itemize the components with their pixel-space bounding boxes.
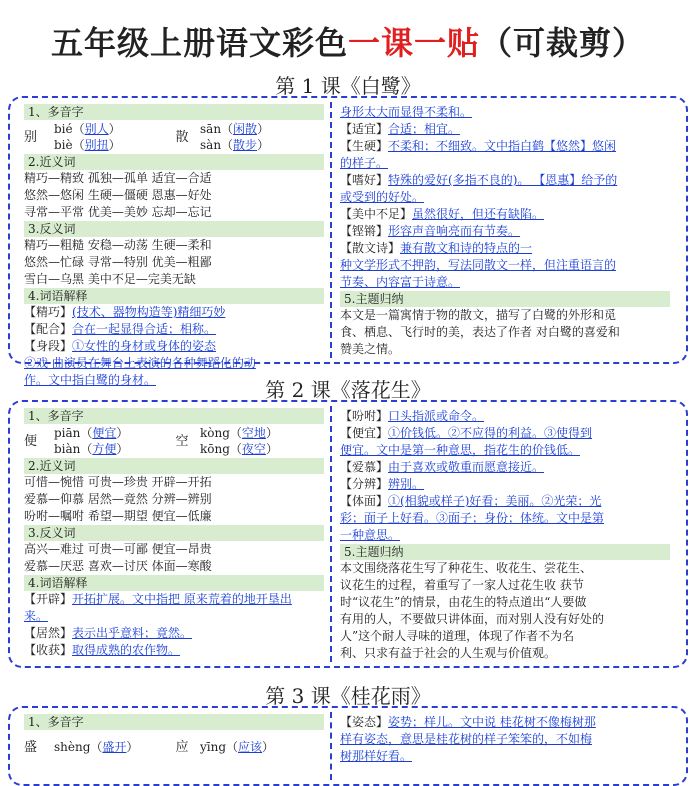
explanation-item — [340, 731, 670, 748]
section-heading: 5.主题归纳 — [340, 544, 670, 560]
term-definition: 身形太大而显得不柔和。 — [340, 105, 473, 119]
explanation-item — [340, 714, 670, 731]
term-key: 【收获】 — [24, 643, 73, 657]
term-definition: ①(相貌或样子)好看；美丽。②光荣；光 — [388, 494, 602, 508]
lesson-3-title: 第 3 课《桂花雨》 — [265, 684, 431, 708]
term-definition: 来。 — [24, 609, 49, 623]
antonym-list — [24, 541, 324, 575]
example-word: 夜空 — [241, 442, 266, 456]
section-heading: 4.词语解释 — [24, 288, 324, 304]
reading-line — [54, 425, 164, 441]
explanation-item — [340, 459, 670, 476]
polyphone-char: 便 — [24, 433, 38, 449]
term-definition: 样有姿态，意思是桂花树的样子笨笨的，不如梅 — [340, 732, 593, 746]
explanation-list — [340, 408, 670, 544]
text-line: 有用的人，不要做只讲体面，而对别人没有好处的 — [340, 612, 605, 626]
pinyin: sàn（ — [200, 138, 234, 152]
term-definition: ①女性的身材或身体的姿态 — [72, 339, 217, 353]
reading-line — [54, 739, 164, 755]
explanation-list — [340, 104, 670, 291]
explanation-item — [24, 321, 324, 338]
lesson-2-title: 第 2 课《落花生》 — [265, 378, 431, 402]
example-word: 盛开 — [102, 740, 127, 754]
pinyin: kòng（ — [200, 426, 242, 440]
reading-line — [54, 441, 164, 457]
theme-text — [340, 307, 670, 358]
pinyin: yīng（ — [200, 740, 239, 754]
synonym-list — [24, 170, 324, 221]
polyphone-readings — [200, 121, 310, 153]
term-definition: 不柔和；不细致。文中指白鹤【悠然】悠闲 — [388, 139, 617, 153]
term-key: 【体面】 — [340, 494, 389, 508]
explanation-item — [340, 476, 670, 493]
pinyin: biàn（ — [54, 442, 93, 456]
term-key: 【适宜】 — [340, 122, 389, 136]
term-definition: 彩；面子上好看。③面子；身份；体统。文中是第 — [340, 511, 605, 525]
card-divider — [330, 712, 332, 780]
lesson-1-title: 第 1 课《白鹭》 — [275, 74, 421, 98]
explanation-item — [340, 425, 670, 442]
polyphone-char: 别 — [24, 129, 38, 145]
explanation-item — [340, 408, 670, 425]
term-key: 【开辟】 — [24, 592, 73, 606]
paren: ） — [265, 442, 278, 456]
text-line: 爱慕—厌恶 喜欢—讨厌 体面—寒酸 — [24, 559, 212, 573]
explanation-item — [24, 608, 324, 625]
pinyin: bié（ — [54, 122, 85, 136]
section-heading: 3.反义词 — [24, 525, 324, 541]
paren: ） — [108, 122, 121, 136]
page-title: 五年级上册语文彩色一课一贴（可裁剪） — [50, 24, 646, 62]
polyphone-char: 空 — [175, 433, 189, 449]
explanation-item — [340, 240, 670, 257]
explanation-item — [340, 138, 670, 155]
text-line: 食、栖息、飞行时的美，表达了作者 对白鹭的喜爱和 — [340, 325, 620, 339]
term-key: 【配合】 — [24, 322, 73, 336]
term-definition: ②戏 曲演员在舞台上表演的各种舞蹈化的动 — [24, 356, 256, 370]
term-key: 【身段】 — [24, 339, 73, 353]
term-definition: 树那样好看。 — [340, 749, 413, 763]
term-definition: 由于喜欢或敬重而愿意接近。 — [388, 460, 545, 474]
term-key: 【散文诗】 — [340, 241, 401, 255]
card-divider — [330, 102, 332, 358]
term-key: 【精巧】 — [24, 305, 73, 319]
term-definition: 虽然很好，但还有缺陷。 — [412, 207, 545, 221]
polyphone-block — [24, 424, 324, 458]
section-heading: 1、多音字 — [24, 714, 324, 730]
polyphone-block — [24, 730, 324, 764]
text-line: 议花生的过程，着重写了一家人过花生收 获节 — [340, 578, 584, 592]
term-key: 【生硬】 — [340, 139, 389, 153]
reading-line — [54, 137, 164, 153]
reading-line — [200, 739, 310, 755]
term-definition: 辨别。 — [388, 477, 425, 491]
antonym-list — [24, 237, 324, 288]
section-heading: 1、多音字 — [24, 104, 324, 120]
card-divider — [330, 406, 332, 662]
text-line: 悠然—忙碌 寻常—特别 优美—粗鄙 — [24, 255, 212, 269]
explanation-item — [340, 121, 670, 138]
lesson-1-card — [8, 96, 688, 387]
reading-line — [200, 425, 310, 441]
text-line: 本文是一篇寓情于物的散文，描写了白鹭的外形和觅 — [340, 308, 617, 322]
term-definition: 姿势；样儿。文中说 桂花树不像梅树那 — [388, 715, 596, 729]
explanation-item — [24, 625, 324, 642]
term-definition: 种文学形式不押韵，写法同散文一样，但注重语言的 — [340, 258, 617, 272]
term-definition: 口头指派或命令。 — [388, 409, 485, 423]
paren: ） — [116, 442, 129, 456]
term-definition: 取得成熟的农作物。 — [72, 643, 181, 657]
explanation-item — [340, 189, 670, 206]
term-definition: 兼有散文和诗的特点的一 — [400, 241, 533, 255]
text-line: 悠然—悠闲 生硬—僵硬 恩惠—好处 — [24, 188, 212, 202]
explanation-item — [24, 304, 324, 321]
explanation-item — [24, 642, 324, 659]
polyphone-readings — [54, 425, 164, 457]
reading-line — [200, 121, 310, 137]
lesson-2-card — [8, 400, 688, 668]
paren: ） — [116, 426, 129, 440]
term-key: 【美中不足】 — [340, 207, 413, 221]
explanation-list — [340, 714, 670, 765]
reading-line — [200, 137, 310, 153]
term-definition: 或受到的好处。 — [340, 190, 425, 204]
example-word: 应该 — [238, 740, 263, 754]
explanation-item — [340, 510, 670, 527]
section-heading: 3.反义词 — [24, 221, 324, 237]
term-key: 【铿锵】 — [340, 224, 389, 238]
theme-text — [340, 560, 670, 662]
text-line: 精巧—精致 孤独—孤单 适宜—合适 — [24, 171, 212, 185]
polyphone-readings — [54, 121, 164, 153]
term-definition: (技术、器物构造等)精细巧妙 — [72, 305, 226, 319]
text-line: 精巧—粗糙 安稳—动荡 生硬—柔和 — [24, 238, 212, 252]
text-line: 人”这个耐人寻味的道理，体现了作者不为名 — [340, 629, 575, 643]
text-line: 时“议花生”的情景，由花生的特点道出“人要做 — [340, 595, 587, 609]
text-line: 雪白—乌黑 美中不足—完美无缺 — [24, 272, 196, 286]
explanation-item — [340, 206, 670, 223]
term-definition: 形容声音响亮而有节奏。 — [388, 224, 521, 238]
pinyin: kōng（ — [200, 442, 242, 456]
explanation-item — [24, 591, 324, 608]
example-word: 方便 — [92, 442, 117, 456]
section-heading: 2.近义词 — [24, 154, 324, 170]
term-definition: 作。文中指白鹭的身材。 — [24, 373, 157, 387]
example-word: 别人 — [84, 122, 109, 136]
paren: ） — [262, 740, 275, 754]
term-key: 【居然】 — [24, 626, 73, 640]
text-line: 吩咐—嘱咐 希望—期望 便宜—低廉 — [24, 509, 212, 523]
paren: ） — [265, 426, 278, 440]
example-word: 便宜 — [92, 426, 117, 440]
term-key: 【爱慕】 — [340, 460, 389, 474]
paren: ） — [257, 138, 270, 152]
term-definition: 合适；相宜。 — [388, 122, 461, 136]
example-word: 别扭 — [84, 138, 109, 152]
term-definition: ①价钱低。②不应得的利益。③使得到 — [388, 426, 593, 440]
polyphone-readings — [54, 739, 164, 755]
explanation-item — [24, 338, 324, 355]
term-definition: 特殊的爱好(多指不良的)。 【恩惠】给予的 — [388, 173, 618, 187]
explanation-item — [340, 748, 670, 765]
term-key: 【便宜】 — [340, 426, 389, 440]
example-word: 闲散 — [233, 122, 258, 136]
polyphone-row — [24, 120, 324, 154]
section-heading: 2.近义词 — [24, 458, 324, 474]
paren: ） — [108, 138, 121, 152]
synonym-list — [24, 474, 324, 525]
pinyin: biè（ — [54, 138, 85, 152]
polyphone-char: 应 — [175, 739, 189, 755]
polyphone-readings — [200, 739, 310, 755]
text-line: 本文围绕落花生写了种花生、收花生、尝花生、 — [340, 561, 593, 575]
section-heading: 5.主题归纳 — [340, 291, 670, 307]
polyphone-char: 散 — [175, 129, 189, 145]
explanation-item — [340, 155, 670, 172]
polyphone-char: 盛 — [24, 739, 38, 755]
term-definition: 表示出乎意料；竟然。 — [72, 626, 193, 640]
explanation-item — [340, 493, 670, 510]
explanation-item — [340, 257, 670, 274]
explanation-item — [340, 223, 670, 240]
polyphone-block — [24, 120, 324, 154]
explanation-item — [340, 442, 670, 459]
term-definition: 合在一起显得合适；相称。 — [72, 322, 217, 336]
explanation-item — [24, 355, 324, 372]
text-line: 爱慕—仰慕 居然—竟然 分辨—辨别 — [24, 492, 212, 506]
example-word: 空地 — [241, 426, 266, 440]
term-key: 【嗜好】 — [340, 173, 389, 187]
term-definition: 开拓扩展。文中指把 原来荒着的地开垦出 — [72, 592, 292, 606]
term-key: 【分辨】 — [340, 477, 389, 491]
section-heading: 4.词语解释 — [24, 575, 324, 591]
example-word: 散步 — [233, 138, 258, 152]
lesson-2-right-column — [340, 408, 670, 662]
text-line: 可惜—惋惜 可贵—珍贵 开辟—开拓 — [24, 475, 212, 489]
paren: ） — [126, 740, 139, 754]
explanation-item — [340, 527, 670, 544]
term-definition: 便宜。文中是第一种意思，指花生的价钱低。 — [340, 443, 581, 457]
text-line: 高兴—难过 可贵—可鄙 便宜—昂贵 — [24, 542, 212, 556]
text-line: 赞美之情。 — [340, 342, 401, 356]
polyphone-row — [24, 424, 324, 458]
pinyin: piān（ — [54, 426, 93, 440]
term-key: 【吩咐】 — [340, 409, 389, 423]
polyphone-readings — [200, 425, 310, 457]
reading-line — [54, 121, 164, 137]
term-key: 【姿态】 — [340, 715, 389, 729]
text-line: 利、只求有益于社会的人生观与价值观。 — [340, 646, 557, 660]
explanation-item — [340, 274, 670, 291]
pinyin: sān（ — [200, 122, 234, 136]
term-definition: 节奏、内容富于诗意。 — [340, 275, 461, 289]
explanation-item — [340, 172, 670, 189]
paren: ） — [257, 122, 270, 136]
lesson-1-right-column — [340, 104, 670, 358]
lesson-3-card — [8, 706, 688, 786]
text-line: 寻常—平常 优美—美妙 忘却—忘记 — [24, 205, 212, 219]
explanation-item — [340, 104, 670, 121]
explanation-list — [24, 591, 324, 659]
lesson-1-left-column — [24, 104, 324, 389]
section-heading: 1、多音字 — [24, 408, 324, 424]
pinyin: shèng（ — [54, 740, 103, 754]
term-definition: 的样子。 — [340, 156, 389, 170]
reading-line — [200, 441, 310, 457]
term-definition: 一种意思。 — [340, 528, 401, 542]
lesson-2-left-column — [24, 408, 324, 659]
polyphone-row — [24, 730, 324, 764]
lesson-3-right-column — [340, 714, 670, 765]
lesson-3-left-column — [24, 714, 324, 764]
